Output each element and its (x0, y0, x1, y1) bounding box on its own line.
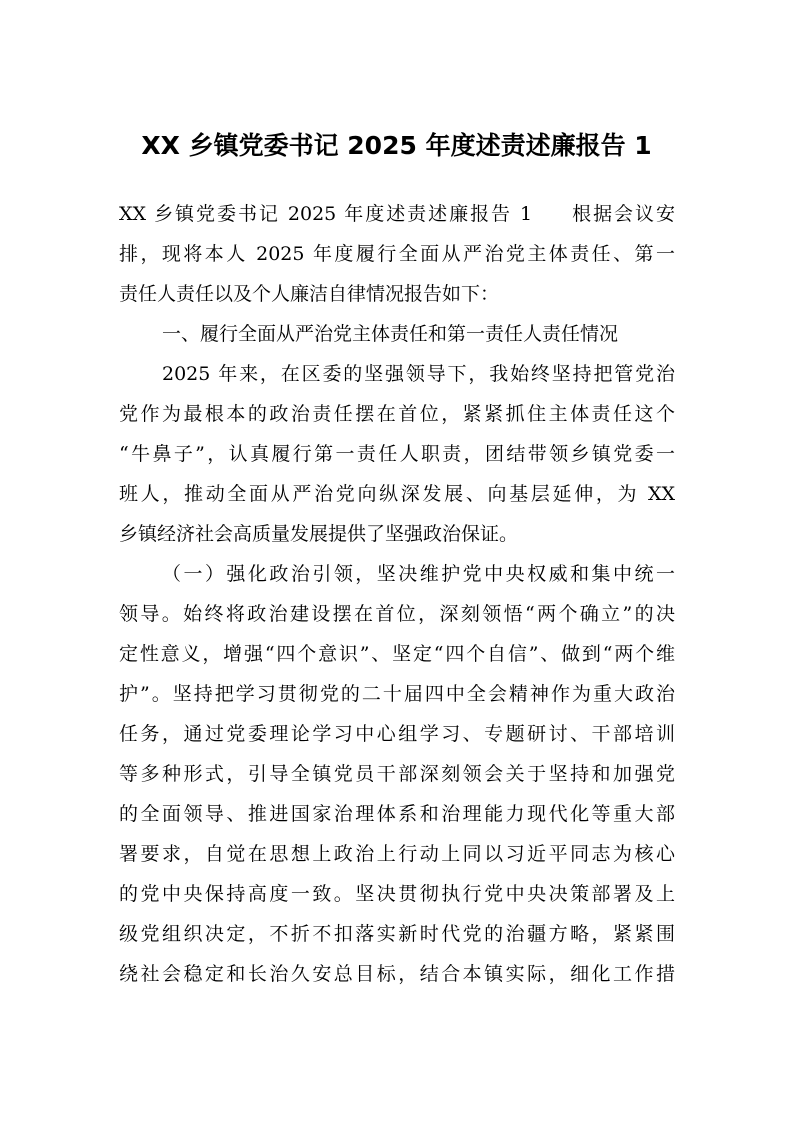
paragraph-line: 定性意义，增强“四个意识”、坚定“四个自信”、做到“两个维 (119, 643, 675, 665)
paragraph-line: 绕社会稳定和长治久安总目标，结合本镇实际，细化工作措 (119, 963, 675, 985)
paragraph-line: 2025 年来，在区委的坚强领导下，我始终坚持把管党治 (162, 363, 675, 385)
paragraph-line: （一）强化政治引领，坚决维护党中央权威和集中统一 (162, 563, 675, 585)
paragraph-line: 的党中央保持高度一致。坚决贯彻执行党中央决策部署及上 (119, 883, 675, 905)
intro-line1-tail: 根据会议安 (570, 203, 675, 225)
paragraph-line: 护”。坚持把学习贯彻党的二十届四中全会精神作为重大政治 (119, 683, 675, 705)
intro-line: 责任人责任以及个人廉洁自律情况报告如下： (119, 283, 500, 305)
paragraph-line: 党作为最根本的政治责任摆在首位，紧紧抓住主体责任这个 (119, 403, 675, 425)
intro-line: 排，现将本人 2025 年度履行全面从严治党主体责任、第一 (119, 243, 675, 265)
intro-prefix: XX 乡镇党委书记 2025 年度述责述廉报告 1 (119, 203, 533, 225)
paragraph-line: 等多种形式，引导全镇党员干部深刻领会关于坚持和加强党 (119, 763, 675, 785)
paragraph-line: 署要求，自觉在思想上政治上行动上同以习近平同志为核心 (119, 843, 675, 865)
document-body (119, 198, 675, 998)
paragraph-line: 任务，通过党委理论学习中心组学习、专题研讨、干部培训 (119, 723, 675, 745)
paragraph-line: “牛鼻子”，认真履行第一责任人职责，团结带领乡镇党委一 (119, 443, 675, 465)
paragraph-line: 乡镇经济社会高质量发展提供了坚强政治保证。 (119, 523, 519, 545)
paragraph-line: 领导。始终将政治建设摆在首位，深刻领悟“两个确立”的决 (119, 603, 675, 625)
section-heading: 一、履行全面从严治党主体责任和第一责任人责任情况 (162, 323, 619, 345)
paragraph-line: 的全面领导、推进国家治理体系和治理能力现代化等重大部 (119, 803, 675, 825)
paragraph-line: 班人，推动全面从严治党向纵深发展、向基层延伸，为 XX (119, 483, 675, 505)
document-title: XX 乡镇党委书记 2025 年度述责述廉报告 1 (141, 131, 652, 160)
paragraph-line: 级党组织决定，不折不扣落实新时代党的治疆方略，紧紧围 (119, 923, 675, 945)
intro-line (119, 198, 675, 238)
